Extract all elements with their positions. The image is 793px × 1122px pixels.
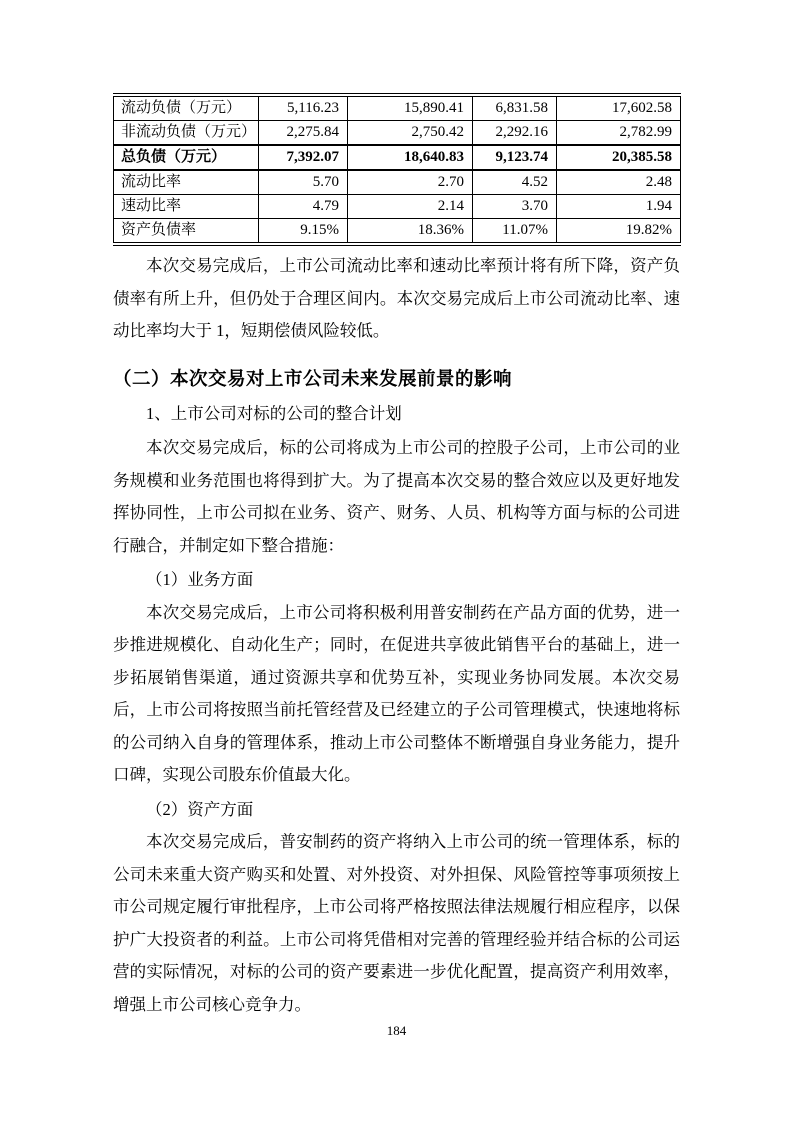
table-cell-value: 20,385.58: [557, 145, 681, 170]
heading-integration-plan: 1、上市公司对标的公司的整合计划: [146, 403, 402, 423]
table-cell-value: 3.70: [473, 195, 557, 219]
table-cell-value: 2,750.42: [348, 121, 473, 146]
table-row-current-liabilities: [114, 95, 681, 121]
table-cell-value: 1.94: [557, 195, 681, 219]
table-cell-value: 18.36%: [348, 219, 473, 245]
table-cell-label: 总负债（万元）: [114, 145, 259, 170]
table-row-quick-ratio: [114, 195, 681, 219]
heading-section-2: （二）本次交易对上市公司未来发展前景的影响: [113, 367, 513, 389]
page-number: 184: [386, 1023, 407, 1038]
table-cell-value: 11.07%: [473, 219, 557, 245]
table-cell-label: 流动比率: [114, 170, 259, 195]
table-cell-value: 5,116.23: [259, 95, 348, 121]
table-cell-label: 非流动负债（万元）: [114, 121, 259, 146]
table-row-total-liabilities: [114, 145, 681, 170]
paragraph-solvency: 本次交易完成后，上市公司流动比率和速动比率预计将有所下降，资产负债率有所上升，但仍处于合理区间内。本次交易完成后上市公司流动比率、速动比率均大于 1，短期偿债风险较低。: [113, 256, 680, 340]
document-content: [113, 93, 680, 1021]
table-cell-value: 15,890.41: [348, 95, 473, 121]
table-cell-value: 5.70: [259, 170, 348, 195]
table-cell-value: 4.79: [259, 195, 348, 219]
table-row-noncurrent-liabilities: [114, 121, 681, 146]
table-cell-value: 2.70: [348, 170, 473, 195]
table-cell-value: 2,292.16: [473, 121, 557, 146]
table-cell-value: 2,275.84: [259, 121, 348, 146]
table-cell-value: 9.15%: [259, 219, 348, 245]
paragraph-integration: 本次交易完成后，标的公司将成为上市公司的控股子公司，上市公司的业务规模和业务范围也将得到扩大。为了提高本次交易的整合效应以及更好地发挥协同性，上市公司拟在业务、资产、财务、人员、机构等方面与标的公司进行融合，并制定如下整合措施：: [113, 438, 680, 555]
table-cell-label: 资产负债率: [114, 219, 259, 245]
table-cell-value: 18,640.83: [348, 145, 473, 170]
paragraph-business: 本次交易完成后，上市公司将积极利用普安制药在产品方面的优势，进一步推进规模化、自动化生产；同时，在促进共享彼此销售平台的基础上，进一步拓展销售渠道，通过资源共享和优势互补，实现业务协同发展。本次交易后，上市公司将按照当前托管经营及已经建立的子公司管理模式，快速地将标的公司纳入自身的管理体系，推动上市公司整体不断增强自身业务能力，提升口碑，实现公司股东价值最大化。: [113, 602, 680, 784]
table-cell-value: 17,602.58: [557, 95, 681, 121]
table-cell-label: 速动比率: [114, 195, 259, 219]
table-cell-label: 流动负债（万元）: [114, 95, 259, 121]
table-row-current-ratio: [114, 170, 681, 195]
table-cell-value: 6,831.58: [473, 95, 557, 121]
table-cell-value: 4.52: [473, 170, 557, 195]
table-cell-value: 19.82%: [557, 219, 681, 245]
table-cell-value: 2.48: [557, 170, 681, 195]
table-row-debt-ratio: [114, 219, 681, 245]
table-cell-value: 7,392.07: [259, 145, 348, 170]
table-cell-value: 2.14: [348, 195, 473, 219]
table-cell-value: 9,123.74: [473, 145, 557, 170]
financial-ratios-table: [113, 93, 681, 246]
heading-business-aspect: （1）业务方面: [146, 570, 254, 589]
table-cell-value: 2,782.99: [557, 121, 681, 146]
heading-asset-aspect: （2）资产方面: [146, 799, 254, 819]
paragraph-assets: 本次交易完成后，普安制药的资产将纳入上市公司的统一管理体系，标的公司未来重大资产购买和处置、对外投资、对外担保、风险管控等事项须按上市公司规定履行审批程序，上市公司将严格按照法律法规履行相应程序，以保护广大投资者的利益。上市公司将凭借相对完善的管理经验并结合标的公司运营的实际情况，对标的公司的资产要素进一步优化配置，提高资产利用效率，增强上市公司核心竞争力。: [113, 832, 680, 1014]
